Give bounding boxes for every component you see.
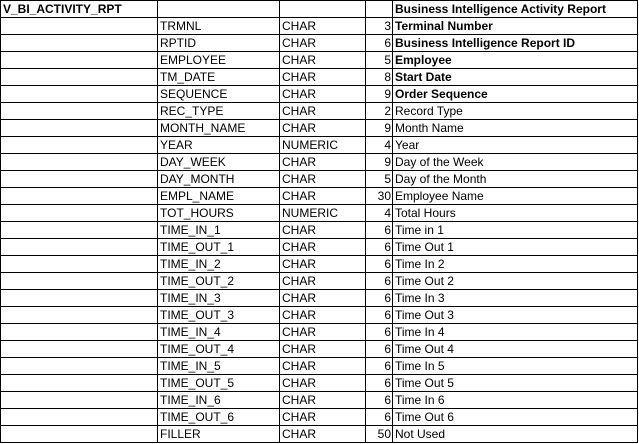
row-blank-cell[interactable] [1,375,158,392]
field-name-cell[interactable]: DAY_WEEK [158,154,280,171]
field-name-cell[interactable]: RPTID [158,35,280,52]
field-length-cell[interactable]: 6 [366,307,393,324]
row-blank-cell[interactable] [1,120,158,137]
field-type-cell[interactable]: CHAR [280,52,366,69]
field-row [1,426,638,443]
field-description-cell[interactable]: Time Out 2 [393,273,638,290]
field-type-cell[interactable]: CHAR [280,324,366,341]
field-name-cell[interactable]: TIME_IN_1 [158,222,280,239]
field-type-cell[interactable]: CHAR [280,290,366,307]
field-row [1,35,638,52]
field-description-cell[interactable]: Total Hours [393,205,638,222]
field-length-cell[interactable]: 50 [366,426,393,443]
field-name-cell[interactable]: TIME_OUT_4 [158,341,280,358]
field-length-cell[interactable]: 6 [366,409,393,426]
field-length-cell[interactable]: 6 [366,375,393,392]
row-blank-cell[interactable] [1,307,158,324]
field-name-cell[interactable]: TIME_IN_3 [158,290,280,307]
field-row [1,222,638,239]
field-name-cell[interactable]: TM_DATE [158,69,280,86]
field-type-cell[interactable]: CHAR [280,188,366,205]
row-blank-cell[interactable] [1,256,158,273]
row-blank-cell[interactable] [1,222,158,239]
field-row [1,392,638,409]
row-blank-cell[interactable] [1,341,158,358]
row-blank-cell[interactable] [1,69,158,86]
field-description-cell[interactable]: Time In 3 [393,290,638,307]
row-blank-cell[interactable] [1,392,158,409]
field-description-cell[interactable]: Time In 6 [393,392,638,409]
field-description-cell[interactable]: Record Type [393,103,638,120]
field-length-cell[interactable]: 9 [366,86,393,103]
field-description-cell[interactable]: Time Out 6 [393,409,638,426]
field-row [1,120,638,137]
row-blank-cell[interactable] [1,188,158,205]
field-length-cell[interactable]: 9 [366,154,393,171]
field-length-cell[interactable]: 6 [366,358,393,375]
field-type-cell[interactable]: CHAR [280,222,366,239]
row-blank-cell[interactable] [1,35,158,52]
field-row [1,307,638,324]
field-length-cell[interactable]: 6 [366,35,393,52]
field-type-cell[interactable]: CHAR [280,120,366,137]
field-length-cell[interactable]: 4 [366,137,393,154]
field-row [1,52,638,69]
field-name-cell[interactable]: TIME_OUT_2 [158,273,280,290]
field-row [1,86,638,103]
field-name-cell[interactable]: TIME_IN_6 [158,392,280,409]
field-type-cell[interactable]: CHAR [280,103,366,120]
field-length-cell[interactable]: 6 [366,239,393,256]
field-name-cell[interactable]: TOT_HOURS [158,205,280,222]
field-description-cell[interactable]: Day of the Week [393,154,638,171]
field-length-cell[interactable]: 4 [366,205,393,222]
field-name-cell[interactable]: TRMNL [158,18,280,35]
field-type-cell[interactable]: CHAR [280,35,366,52]
field-description-cell[interactable]: Not Used [393,426,638,443]
field-row [1,154,638,171]
row-blank-cell[interactable] [1,18,158,35]
field-description-cell[interactable]: Day of the Month [393,171,638,188]
field-length-cell[interactable]: 6 [366,392,393,409]
field-description-cell[interactable]: Employee Name [393,188,638,205]
row-blank-cell[interactable] [1,426,158,443]
header-row [1,1,638,18]
field-length-cell[interactable]: 6 [366,256,393,273]
field-name-cell[interactable]: DAY_MONTH [158,171,280,188]
field-row [1,188,638,205]
field-type-cell[interactable]: CHAR [280,375,366,392]
table-description-cell[interactable]: Business Intelligence Activity Report [393,1,638,18]
field-row [1,375,638,392]
field-name-cell[interactable]: TIME_OUT_5 [158,375,280,392]
field-description-cell[interactable]: Time In 4 [393,324,638,341]
field-type-cell[interactable]: CHAR [280,154,366,171]
row-blank-cell[interactable] [1,358,158,375]
field-name-cell[interactable]: TIME_OUT_1 [158,239,280,256]
field-length-cell[interactable]: 2 [366,103,393,120]
field-description-cell[interactable]: Time Out 5 [393,375,638,392]
field-description-cell[interactable]: Time In 5 [393,358,638,375]
field-row [1,358,638,375]
field-description-cell[interactable]: Order Sequence [393,86,638,103]
field-length-cell[interactable]: 3 [366,18,393,35]
empty-cell[interactable] [280,1,366,18]
field-length-cell[interactable]: 30 [366,188,393,205]
field-row [1,324,638,341]
field-length-cell[interactable]: 6 [366,290,393,307]
table-name-cell[interactable]: V_BI_ACTIVITY_RPT [1,1,158,18]
field-description-cell[interactable]: Time Out 4 [393,341,638,358]
field-row [1,239,638,256]
field-description-cell[interactable]: Time Out 1 [393,239,638,256]
row-blank-cell[interactable] [1,273,158,290]
field-row [1,256,638,273]
field-name-cell[interactable]: FILLER [158,426,280,443]
field-type-cell[interactable]: CHAR [280,409,366,426]
field-type-cell[interactable]: CHAR [280,273,366,290]
field-length-cell[interactable]: 5 [366,52,393,69]
field-type-cell[interactable]: NUMERIC [280,205,366,222]
field-row [1,205,638,222]
field-length-cell[interactable]: 6 [366,273,393,290]
field-description-cell[interactable]: Year [393,137,638,154]
field-name-cell[interactable]: MONTH_NAME [158,120,280,137]
field-length-cell[interactable]: 6 [366,324,393,341]
field-type-cell[interactable]: CHAR [280,18,366,35]
field-length-cell[interactable]: 6 [366,222,393,239]
field-row [1,18,638,35]
field-description-cell[interactable]: Business Intelligence Report ID [393,35,638,52]
empty-cell[interactable] [158,1,280,18]
field-name-cell[interactable]: TIME_IN_4 [158,324,280,341]
field-name-cell[interactable]: TIME_OUT_3 [158,307,280,324]
field-row [1,273,638,290]
field-type-cell[interactable]: CHAR [280,426,366,443]
field-length-cell[interactable]: 9 [366,120,393,137]
field-name-cell[interactable]: SEQUENCE [158,86,280,103]
field-description-cell[interactable]: Month Name [393,120,638,137]
field-name-cell[interactable]: EMPL_NAME [158,188,280,205]
row-blank-cell[interactable] [1,324,158,341]
field-description-cell[interactable]: Time in 1 [393,222,638,239]
field-type-cell[interactable]: CHAR [280,256,366,273]
field-type-cell[interactable]: CHAR [280,86,366,103]
field-row [1,409,638,426]
field-name-cell[interactable]: YEAR [158,137,280,154]
field-description-cell[interactable]: Time Out 3 [393,307,638,324]
field-description-cell[interactable]: Start Date [393,69,638,86]
field-type-cell[interactable]: CHAR [280,307,366,324]
field-row [1,290,638,307]
field-description-cell[interactable]: Time In 2 [393,256,638,273]
row-blank-cell[interactable] [1,103,158,120]
field-name-cell[interactable]: REC_TYPE [158,103,280,120]
field-name-cell[interactable]: TIME_IN_5 [158,358,280,375]
row-blank-cell[interactable] [1,290,158,307]
field-type-cell[interactable]: NUMERIC [280,137,366,154]
field-length-cell[interactable]: 5 [366,171,393,188]
row-blank-cell[interactable] [1,205,158,222]
field-length-cell[interactable]: 6 [366,341,393,358]
field-row [1,341,638,358]
field-type-cell[interactable]: CHAR [280,239,366,256]
field-row [1,103,638,120]
row-blank-cell[interactable] [1,239,158,256]
field-description-cell[interactable]: Terminal Number [393,18,638,35]
row-blank-cell[interactable] [1,154,158,171]
field-type-cell[interactable]: CHAR [280,341,366,358]
field-name-cell[interactable]: TIME_OUT_6 [158,409,280,426]
field-type-cell[interactable]: CHAR [280,392,366,409]
field-row [1,171,638,188]
field-description-cell[interactable]: Employee [393,52,638,69]
empty-cell[interactable] [366,1,393,18]
row-blank-cell[interactable] [1,409,158,426]
field-type-cell[interactable]: CHAR [280,69,366,86]
field-type-cell[interactable]: CHAR [280,358,366,375]
row-blank-cell[interactable] [1,52,158,69]
field-length-cell[interactable]: 8 [366,69,393,86]
field-row [1,137,638,154]
field-row [1,69,638,86]
field-name-cell[interactable]: EMPLOYEE [158,52,280,69]
field-name-cell[interactable]: TIME_IN_2 [158,256,280,273]
row-blank-cell[interactable] [1,86,158,103]
row-blank-cell[interactable] [1,137,158,154]
field-type-cell[interactable]: CHAR [280,171,366,188]
row-blank-cell[interactable] [1,171,158,188]
